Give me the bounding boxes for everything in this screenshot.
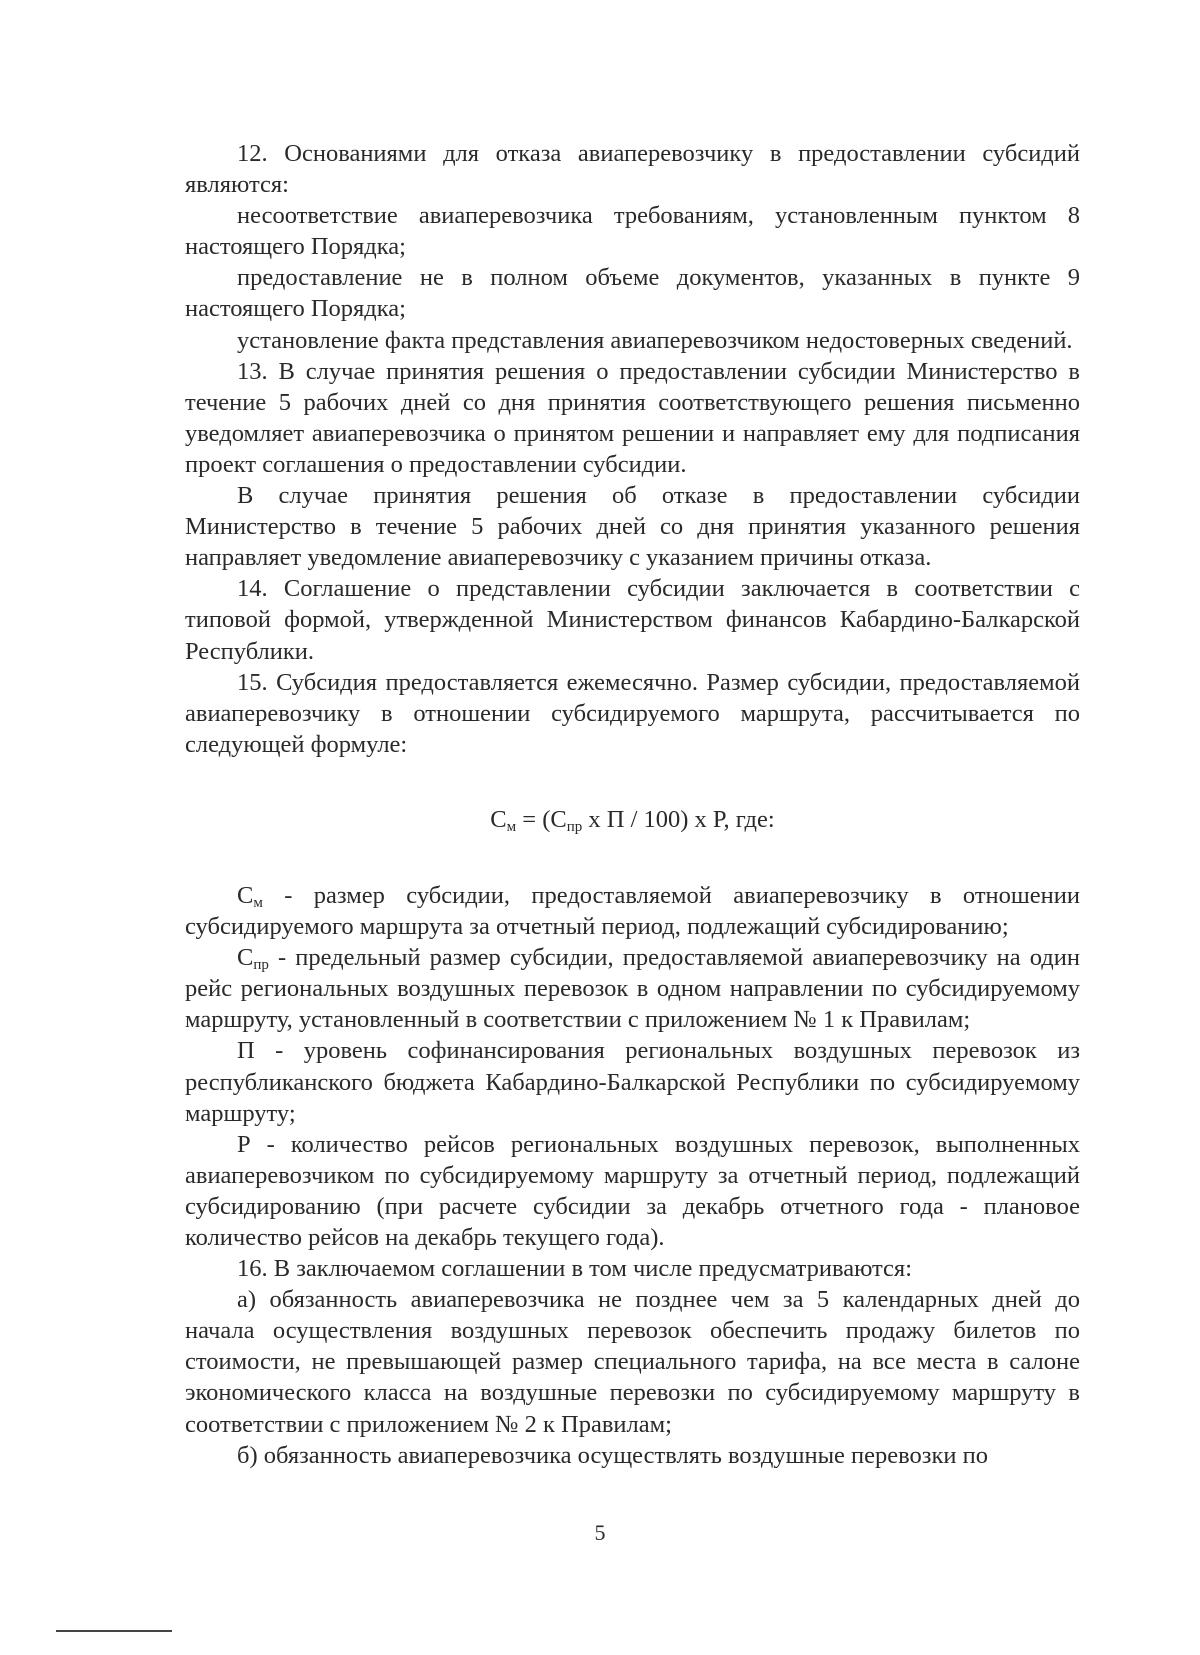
definition-symbol: Р <box>237 1130 251 1158</box>
subsidy-formula <box>185 804 1080 835</box>
definition-text: - предельный размер субсидии, предоставляемой авиаперевозчику на один рейс региональных воздушных перевозок в одном направлении по субсидируемому маршруту, установленный в соответствии с приложением № 1 к Правилам; <box>185 944 1080 1034</box>
paragraph-13-refusal: В случае принятия решения об отказе в предоставлении субсидии Министерство в течение 5 рабочих дней со дня принятия указанного решения направляет уведомление авиаперевозчику с указанием причины отказа. <box>185 482 1080 572</box>
paragraph-14: 14. Соглашение о представлении субсидии заключается в соответствии с типовой формой, утвержденной Министерством финансов Кабардино-Балкарской Республики. <box>185 575 1080 665</box>
formula-definitions <box>185 880 1080 1253</box>
definition-r <box>185 1129 1080 1253</box>
definition-subscript: пр <box>253 957 269 974</box>
definition-p <box>185 1035 1080 1128</box>
definition-symbol: С <box>237 944 254 972</box>
paragraph-12-item-3: установление факта представления авиаперевозчиком недостоверных сведений. <box>237 326 1073 354</box>
definition-cpr <box>185 942 1080 1035</box>
document-body <box>185 138 1080 1471</box>
footer-divider <box>56 1630 172 1632</box>
paragraph-16: 16. В заключаемом соглашении в том числе предусматриваются: <box>237 1255 913 1283</box>
paragraph-16-a: а) обязанность авиаперевозчика не позднее чем за 5 календарных дней до начала осуществления воздушных перевозок обеспечить продажу билетов по стоимости, не превышающей размер специального тарифа, на все места в салоне экономического класса на воздушные перевозки по субсидируемому маршруту в соответствии с приложением № 2 к Правилам; <box>185 1286 1080 1438</box>
formula-middle-1: = (С <box>516 805 567 833</box>
paragraph-12-item-2: предоставление не в полном объеме документов, указанных в пункте 9 настоящего Порядка; <box>185 264 1080 323</box>
page-number: 5 <box>594 1520 606 1545</box>
paragraph-13: 13. В случае принятия решения о предоставлении субсидии Министерство в течение 5 рабочих дней со дня принятия соответствующего решения письменно уведомляет авиаперевозчика о принятом решении и направляет ему для подписания проект соглашения о предоставлении субсидии. <box>185 357 1080 478</box>
paragraph-15: 15. Субсидия предоставляется ежемесячно. Размер субсидии, предоставляемой авиаперевозчику в отношении субсидируемого маршрута, рассчитывается по следующей формуле: <box>185 668 1080 758</box>
definition-cm <box>185 880 1080 942</box>
paragraph-16-b: б) обязанность авиаперевозчика осуществлять воздушные перевозки по <box>237 1441 988 1469</box>
definition-subscript: м <box>253 894 263 911</box>
paragraph-12-item-1: несоответствие авиаперевозчика требованиям, установленным пунктом 8 настоящего Порядка; <box>185 202 1080 261</box>
definition-symbol: П <box>237 1037 255 1065</box>
paragraph-12: 12. Основаниями для отказа авиаперевозчику в предоставлении субсидий являются: <box>185 140 1080 199</box>
formula-middle-2: х П / 100) х Р, где: <box>582 805 775 833</box>
definition-symbol: С <box>237 881 254 909</box>
formula-sub-pr: пр <box>566 818 583 835</box>
definition-text: - количество рейсов региональных воздушных перевозок, выполненных авиаперевозчиком по субсидируемому маршруту за отчетный период, подлежащий субсидированию (при расчете субсидии за декабрь отчетного года - плановое количество рейсов на декабрь текущего года). <box>185 1130 1080 1251</box>
definition-text: - уровень софинансирования региональных воздушных перевозок из республиканского бюджета Кабардино-Балкарской Республики по субсидируемому маршруту; <box>185 1037 1080 1127</box>
definition-text: - размер субсидии, предоставляемой авиаперевозчику в отношении субсидируемого маршрута за отчетный период, подлежащий субсидированию; <box>185 881 1080 941</box>
formula-c: С <box>490 805 507 833</box>
formula-sub-m: м <box>506 818 517 835</box>
